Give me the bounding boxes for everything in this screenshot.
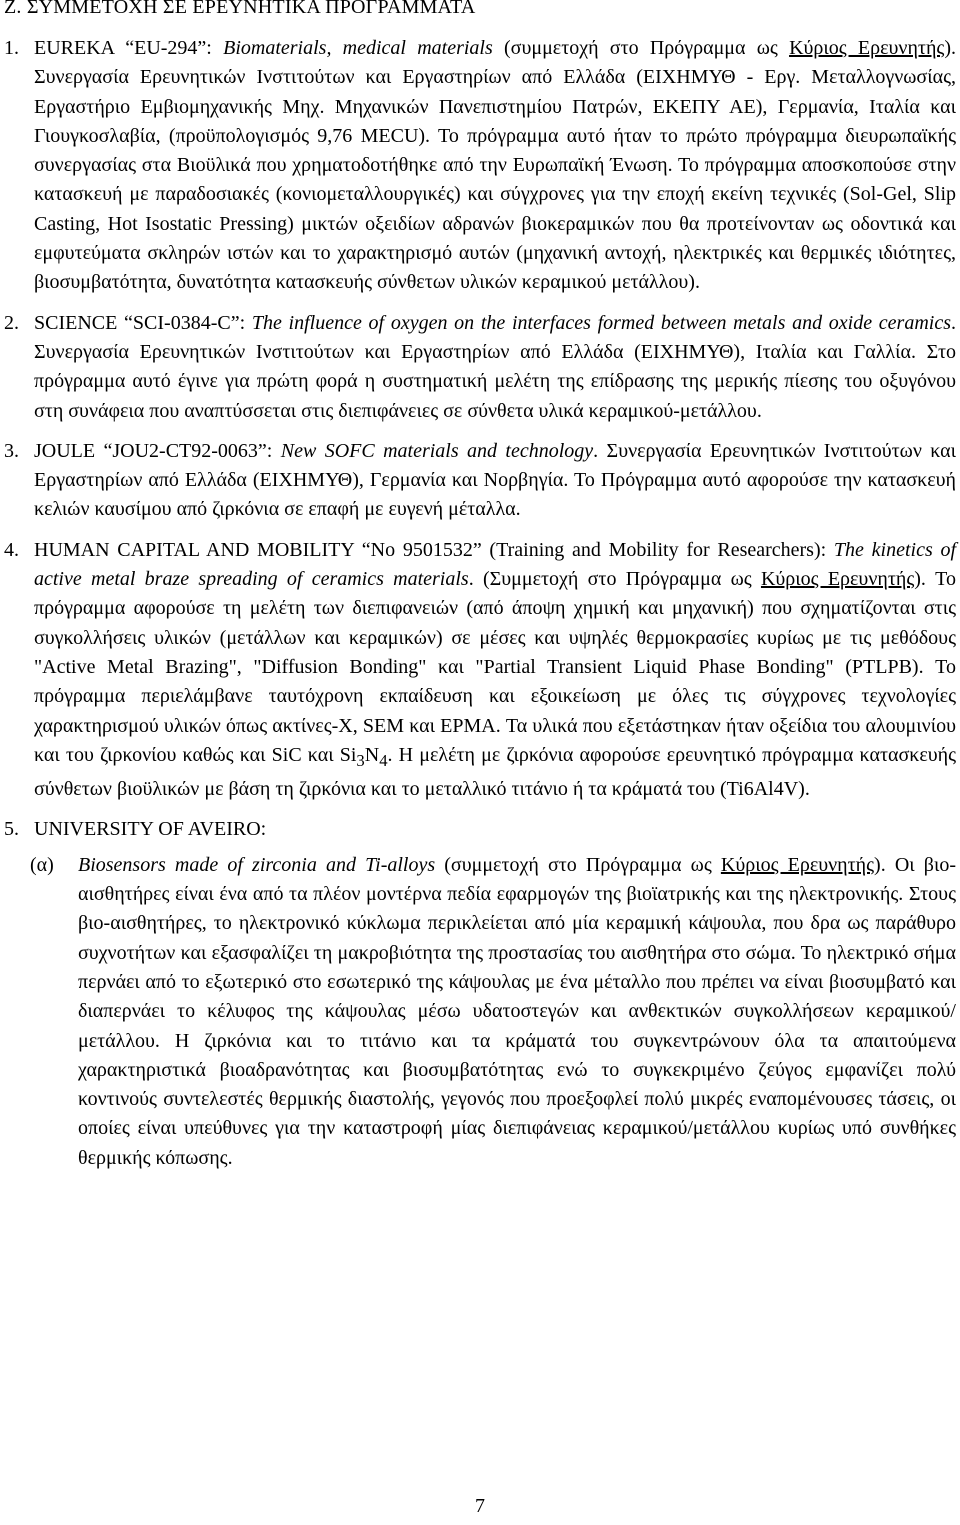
program-title: The kinetics of active metal braze spreading of ceramics materials <box>34 538 957 591</box>
list-item-number: 5. <box>4 818 19 841</box>
list-item-number: 1. <box>4 37 19 59</box>
sub-item-number: (α) <box>30 853 54 876</box>
role-underlined: Κύριος Ερευνητής <box>789 37 945 59</box>
list-item-2 <box>4 309 956 426</box>
list-item-5 <box>4 815 956 844</box>
program-code: SCIENCE “SCI-0384-C”: <box>34 311 252 334</box>
text-run: . Συνεργασία Ερευνητικών Ινστιτούτων και Εργαστηρίων από Ελλάδα (ΕΙΧΗΜΥΘ), Ιταλία και Γαλλία. Στο πρόγραμμα αυτό έγινε για πρώτη φορά η συστηματική μελέτη της επίδρασης της μερικής πίεσης του οξυγόνου στη συνάφεια που αναπτύσσεται στις διεπιφάνειες σε σύνθετα υλικά κεραμικού-μετάλλου. <box>34 311 956 422</box>
program-title: Biomaterials, medical materials <box>223 37 493 59</box>
program-title: The influence of oxygen on the interfaces formed between metals and oxide ceramics <box>251 311 951 334</box>
list-item-text: UNIVERSITY OF AVEIRO: <box>34 818 267 841</box>
list-item-3 <box>4 437 956 525</box>
text-run: . (Συμμετοχή στο Πρόγραμμα ως <box>468 568 761 591</box>
text-run: (συμμετοχή στο Πρόγραμμα ως <box>492 37 790 59</box>
text-run: (συμμετοχή στο Πρόγραμμα ως <box>435 853 721 876</box>
list-item-number: 2. <box>4 311 19 334</box>
text-run: N <box>364 743 380 766</box>
text-run: ). Οι βιο-αισθητήρες είναι ένα από τα πλέον μοντέρνα πεδία εφαρμογών της βιοϊατρικής και της ηλεκτρονικής. Στους βιο-αισθητήρες, το ηλεκτρονικό κύκλωμα περικλείεται από μία κεραμική κάψουλα, που δρα ως παράθυρο συχνοτήτων και εξασφαλίζει τη μακροβιότητα της προστασίας του αισθητήρα στο σώμα. Το ηλεκτρικό σήμα περνάει από το εξωτερικό στο εσωτερικό της κάψουλας με ένα μέταλλο που πρέπει να είναι βιοσυμβατό και διαπερνάει το κέλυφος της κάψουλας μέσω υδατοστεγών και ανθεκτικών συγκολλήσεων κεραμικού/μετάλλου. Η ζιρκόνια και το τιτάνιο και τα κράματά του συγκεντρώνουν όλα τα απαιτούμενα χαρακτηριστικά βιοαδρανότητας και βιοσυμβατότητας ενώ το συγκεκριμένο ζεύγος εμφανίζει πολύ κοντινούς συντελεστές θερμικής διαστολής, γεγονός που προεξοφλεί πολύ μικρές εναπομένουσες τάσεις, οι οποίες είναι υπεύθυνες για την καταστροφή μίας διεπιφάνειας κεραμικού/μετάλλου κυρίως υπό συνθήκες θερμικής κόπωσης. <box>78 853 957 1169</box>
program-code: EUREKA “EU-294”: <box>34 37 224 59</box>
list-item-1 <box>4 34 956 298</box>
list-item-number: 3. <box>4 439 19 462</box>
program-code: JOULE “JOU2-CT92-0063”: <box>34 439 281 462</box>
list-item-4 <box>4 536 956 805</box>
text-run: ). Το πρόγραμμα αφορούσε τη μελέτη των διεπιφανειών (από άποψη χημική και μηχανική) που σχηματίζονται στις συγκολλήσεις υλικών (μετάλλων και κεραμικών) σε μέσες και υψηλές θερμοκρασίες κυρίως με τις μεθόδους "Active Metal Brazing", "Diffusion Bonding" και "Partial Transient Liquid Phase Bonding" (PTLPB). Το πρόγραμμα περιελάμβανε ταυτόχρονη εκπαίδευση και εξοικείωση με όλες τις σύγχρονες τεχνολογίες χαρακτηρισμού υλικών όπως ακτίνες-Χ, SEM και EPMA. Τα υλικά που εξετάστηκαν ήταν οξείδια του αλουμινίου και του ζιρκονίου καθώς και SiC και Si <box>34 568 957 766</box>
list-item-text <box>34 309 956 426</box>
section-heading: Ζ. ΣΥΜΜΕΤΟΧΗ ΣΕ ΕΡΕΥΝΗΤΙΚΑ ΠΡΟΓΡΑΜΜΑΤΑ <box>4 0 476 18</box>
role-underlined: Κύριος Ερευνητής <box>760 568 915 591</box>
sub-item-text <box>78 851 956 1173</box>
list-item-text <box>34 437 956 525</box>
text-run: ). Συνεργασία Ερευνητικών Ινστιτούτων και Εργαστηρίων από Ελλάδα (ΕΙΧΗΜΥΘ - Εργ. Μεταλλογνωσίας, Εργαστήριο Εμβιομηχανικής Μηχ. Μηχανικών Πανεπιστημίου Πατρών, ΕΚΕΠΥ ΑΕ), Γερμανία, Ιταλία και Γιουγκοσλαβία, (προϋπολογισμός 9,76 MECU). Το πρόγραμμα αυτό ήταν το πρώτο πρόγραμμα διευρωπαϊκής συνεργασίας στα Βιοϋλικά που χρηματοδοτήθηκε από την Ευρωπαϊκή Ένωση. Το πρόγραμμα αποσκοπούσε στην κατασκευή με παραδοσιακές (κονιομεταλλουργικές) και σύγχρονες για την εποχή εκείνη τεχνικές (Sol-Gel, Slip Casting, Hot Isostatic Pressing) μικτών οξειδίων αδρανών βιοκεραμικών που θα προτείνονταν ως οδοντικά και εμφυτεύματα σκληρών ιστών και το χαρακτηρισμό αυτών (μηχανική αντοχή, ηλεκτρικές και θερμικές ιδιότητες, βιοσυμβατότητα, δυνατότητα κατασκευής σύνθετων υλικών κεραμικού μετάλλου). <box>34 37 957 294</box>
list-item-text <box>34 536 956 805</box>
role-underlined: Κύριος Ερευνητής <box>720 853 875 876</box>
program-title: Biosensors made of zirconia and Ti-alloys <box>78 853 436 876</box>
subscript: 4 <box>379 750 388 770</box>
text-run: . Συνεργασία Ερευνητικών Ινστιτούτων και Εργαστηρίων από Ελλάδα (ΕΙΧΗΜΥΘ), Γερμανία και Νορβηγία. Το Πρόγραμμα αυτό αφορούσε την κατασκευή κελιών καυσίμου από ζιρκόνια σε επαφή με ευγενή μέταλλα. <box>34 439 957 521</box>
subscript: 3 <box>356 750 365 770</box>
list-item-number: 4. <box>4 538 19 561</box>
program-title: New SOFC materials and technology <box>280 439 594 462</box>
sub-item-a <box>4 851 956 1173</box>
page-number: 7 <box>475 1495 485 1517</box>
list-item-text <box>34 34 956 298</box>
text-run: . Η μελέτη με ζιρκόνια αφορούσε ερευνητικό πρόγραμμα κατασκευής σύνθετων βιοϋλικών με βάση τη ζιρκόνια και το μεταλλικό τιτάνιο ή τα κράματά του (Ti6Al4V). <box>34 743 956 801</box>
program-code: HUMAN CAPITAL AND MOBILITY “No 9501532” (Training and Mobility for Researchers): <box>34 538 834 561</box>
